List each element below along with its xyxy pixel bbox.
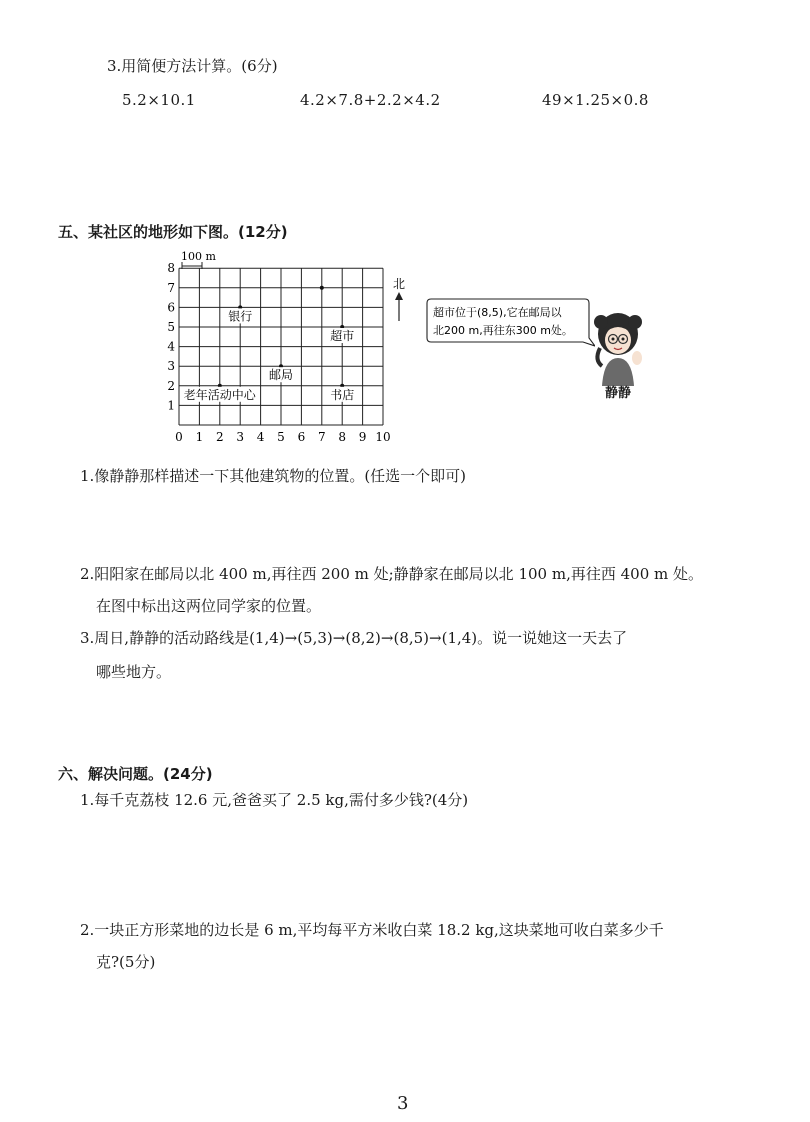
y-tick-label: 1: [167, 398, 175, 413]
x-tick-label: 4: [256, 430, 265, 444]
x-tick-label: 5: [277, 430, 285, 444]
map-question-2-line1: 2.阳阳家在邮局以北 400 m,再往西 200 m 处;静静家在邮局以北 100 m,再往西 400 m 处。: [80, 565, 704, 583]
x-tick-label: 10: [375, 430, 391, 444]
map-question-3-line1: 3.周日,静静的活动路线是(1,4)→(5,3)→(8,2)→(8,5)→(1,4)。说一说她这一天去了: [80, 629, 628, 647]
x-tick-label: 7: [317, 430, 326, 444]
building-label: 超市: [330, 329, 355, 343]
north-arrow: [393, 277, 405, 321]
problem-1: 1.每千克荔枝 12.6 元,爸爸买了 2.5 kg,需付多少钱?(4分): [80, 791, 469, 809]
calc-expression-3: 49×1.25×0.8: [542, 91, 649, 109]
map-question-3-line2: 哪些地方。: [96, 663, 172, 681]
x-tick-label: 9: [358, 430, 367, 444]
map-question-2-line2: 在图中标出这两位同学家的位置。: [96, 597, 322, 615]
building-label: 书店: [330, 387, 355, 402]
x-tick-label: 0: [175, 430, 183, 444]
calc-question-title: 3.用简便方法计算。(6分): [107, 57, 278, 75]
map-axis-ticks: [167, 261, 390, 444]
map-question-1: 1.像静静那样描述一下其他建筑物的位置。(任选一个即可): [80, 467, 467, 485]
speech-line-2: 北200 m,再往东300 m处。: [433, 324, 573, 337]
scale-bar: [181, 250, 216, 269]
speech-bubble: [425, 296, 595, 356]
building-label: 老年活动中心: [183, 387, 256, 402]
page-number: 3: [397, 1093, 409, 1114]
girl-jingjing-illustration: [588, 308, 648, 390]
y-tick-label: 6: [167, 300, 175, 315]
character-name: 静静: [605, 386, 632, 401]
calc-expression-1: 5.2×10.1: [122, 91, 196, 109]
x-tick-label: 3: [236, 430, 245, 444]
section6-heading: 六、解决问题。(24分): [58, 765, 213, 783]
north-label: 北: [393, 277, 406, 291]
section5-heading: 五、某社区的地形如下图。(12分): [58, 223, 288, 241]
community-map: [165, 248, 415, 453]
problem-2-line2: 克?(5分): [96, 953, 156, 971]
map-point: [320, 286, 324, 290]
y-tick-label: 7: [167, 280, 175, 295]
x-tick-label: 2: [215, 430, 224, 444]
x-tick-label: 8: [338, 430, 347, 444]
calc-expression-2: 4.2×7.8+2.2×4.2: [300, 91, 441, 109]
scale-label: 100 m: [181, 250, 216, 263]
map-buildings: [183, 286, 355, 402]
speech-line-1: 超市位于(8,5),它在邮局以: [433, 306, 562, 319]
north-arrow-icon: [395, 292, 403, 300]
x-tick-label: 1: [195, 430, 204, 444]
building-label: 邮局: [268, 368, 294, 383]
y-tick-label: 2: [167, 378, 175, 393]
y-tick-label: 5: [167, 320, 175, 334]
y-tick-label: 3: [167, 359, 175, 374]
building-label: 银行: [228, 309, 253, 324]
x-tick-label: 6: [297, 430, 306, 444]
y-tick-label: 4: [167, 339, 175, 354]
y-tick-label: 8: [167, 261, 175, 276]
problem-2-line1: 2.一块正方形菜地的边长是 6 m,平均每平方米收白菜 18.2 kg,这块菜地可收白菜多少千: [80, 921, 664, 939]
